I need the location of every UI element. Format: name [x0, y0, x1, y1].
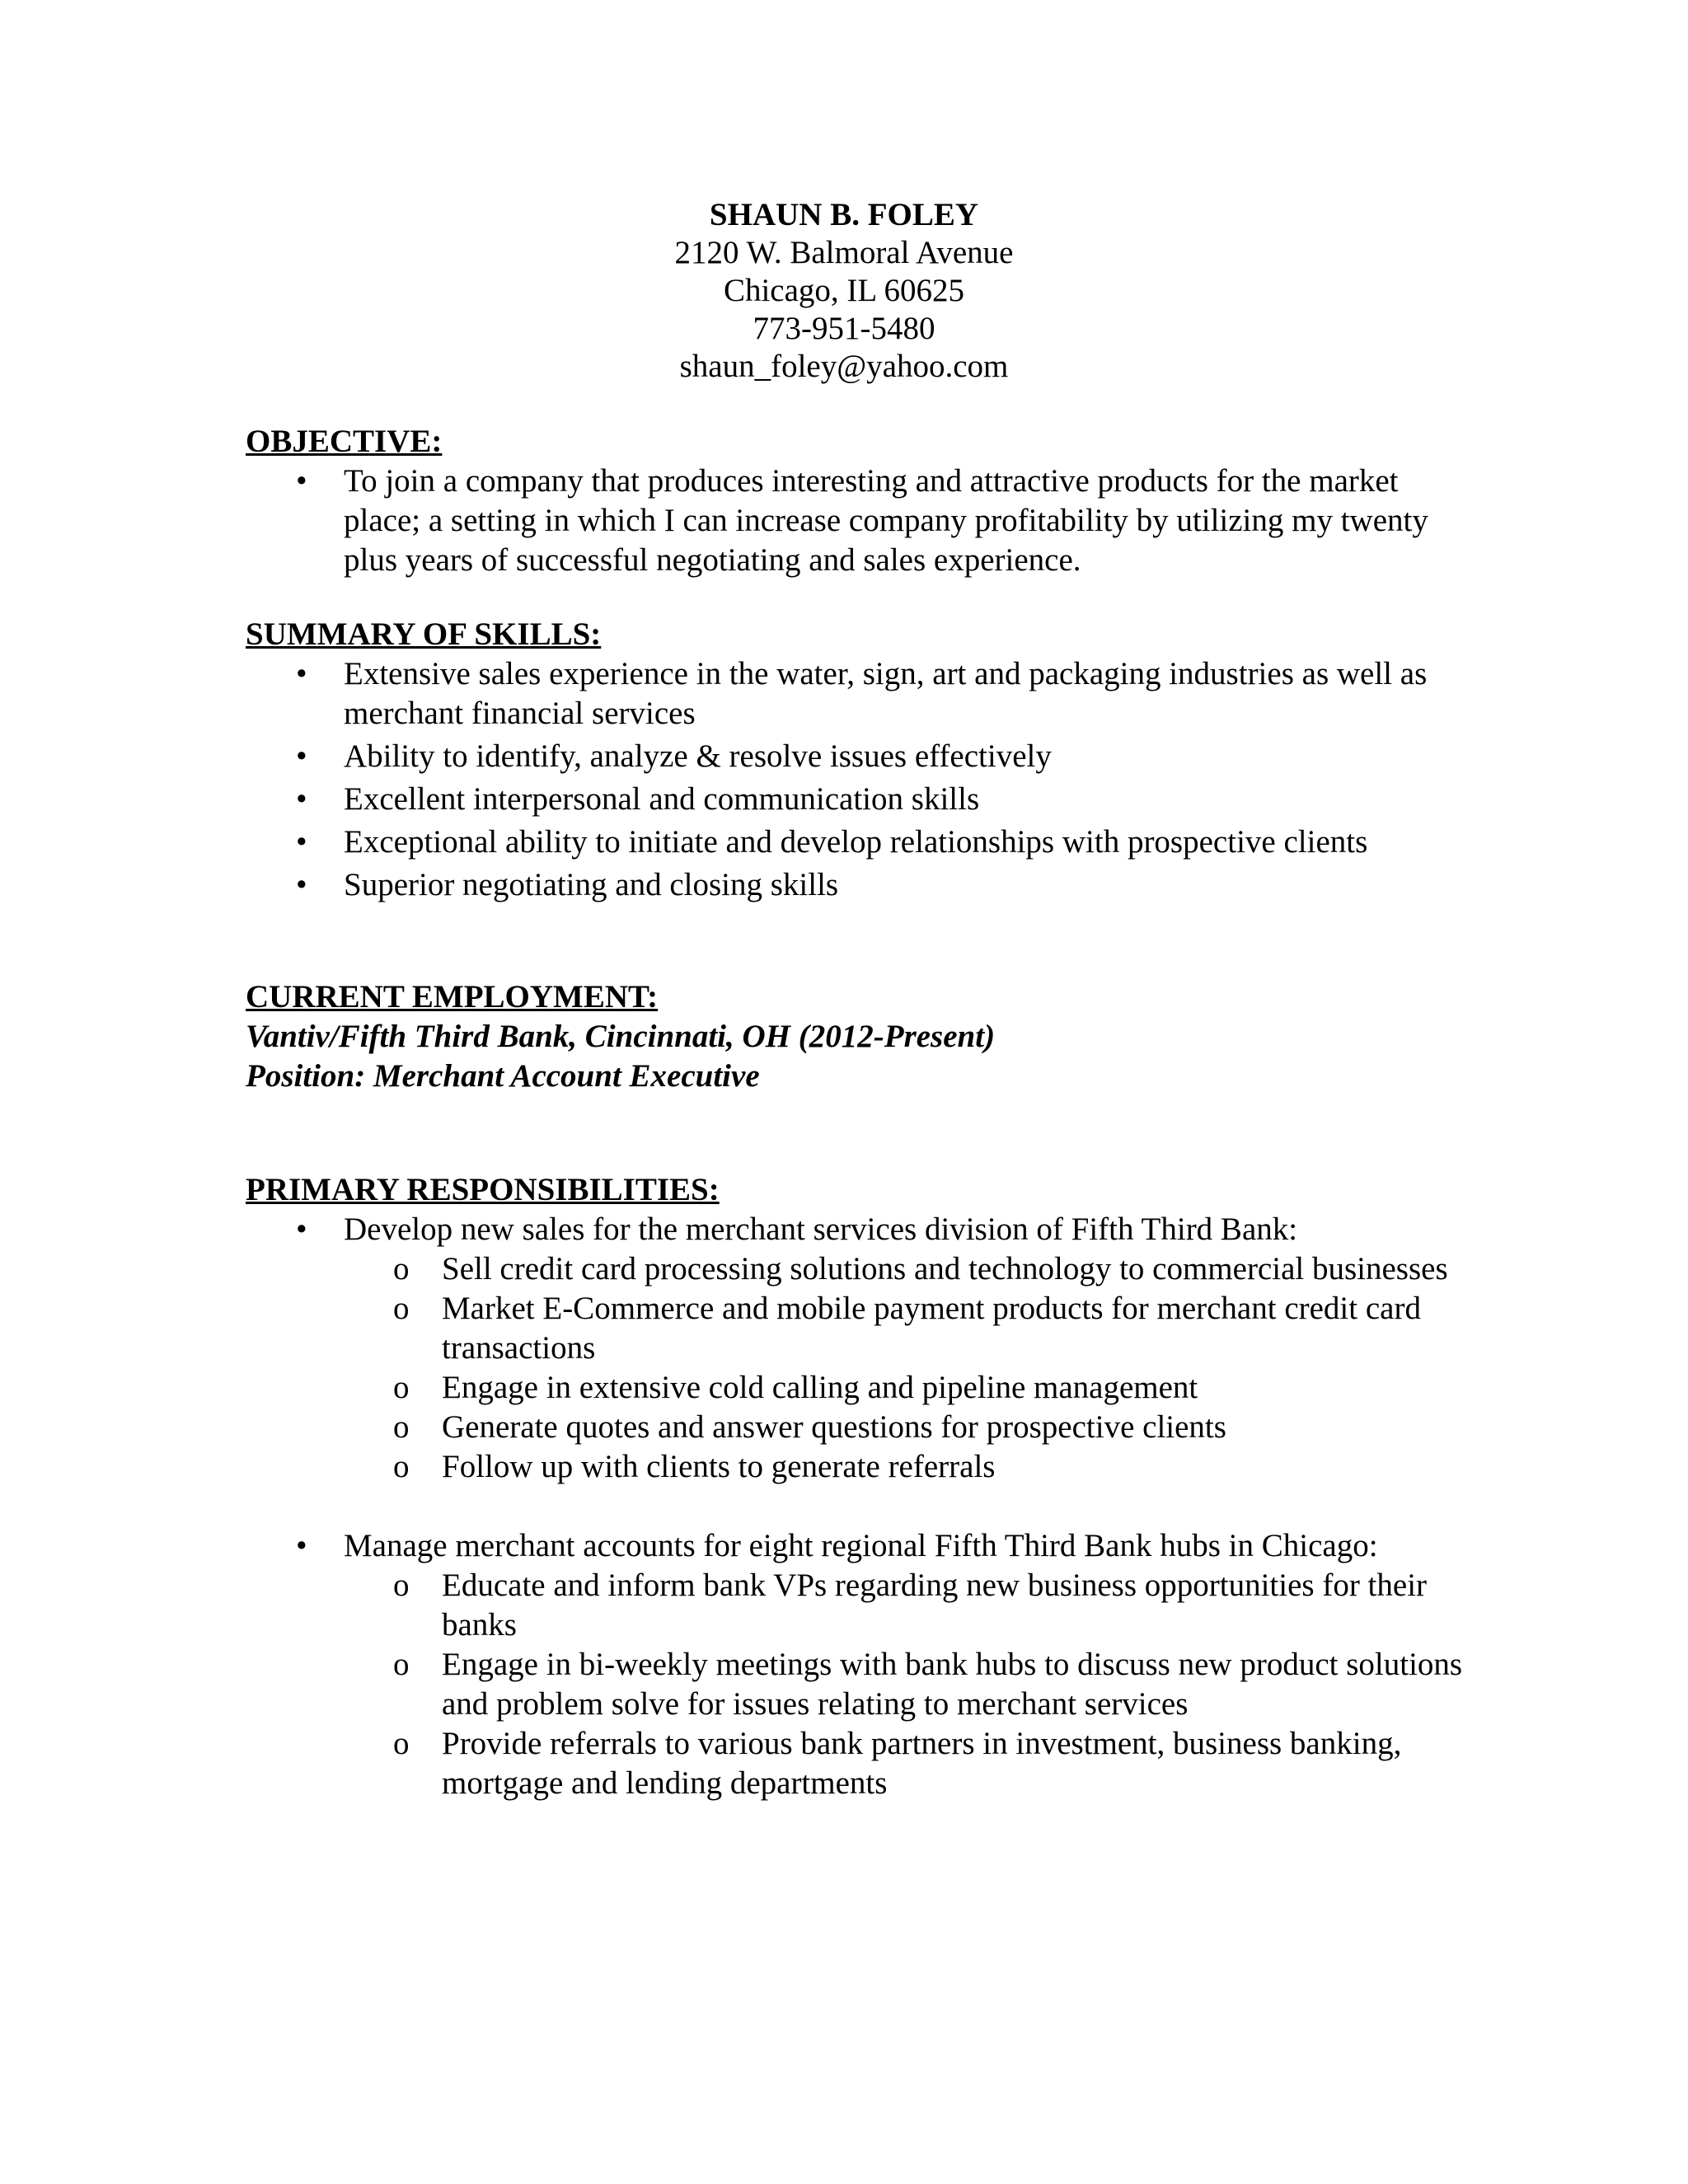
responsibility-text: Follow up with clients to generate referrals [442, 1449, 996, 1484]
skill-text: Superior negotiating and closing skills [344, 867, 839, 902]
sub-bullet-icon: o [393, 1409, 410, 1445]
sub-list-item [344, 1408, 1465, 1447]
list-item [246, 865, 1465, 905]
skills-list [246, 654, 1465, 905]
sub-list-item [344, 1447, 1465, 1487]
sub-list-item [344, 1724, 1465, 1803]
list-item [246, 780, 1465, 819]
objective-text: To join a company that produces interesting and attractive products for the market place; a setting in which I can increase company profitability by utilizing my twenty plus years of successful negotiating and sales experience. [344, 463, 1428, 578]
sub-bullet-icon: o [393, 1647, 410, 1682]
employment-section [246, 977, 1465, 1096]
email-address: shaun_foley@yahoo.com [679, 349, 1009, 384]
responsibility-text: Engage in extensive cold calling and pipeline management [442, 1370, 1198, 1405]
sub-list [344, 1566, 1465, 1803]
city-state-zip: Chicago, IL 60625 [723, 273, 965, 308]
sub-bullet-icon: o [393, 1726, 410, 1761]
responsibilities-heading: PRIMARY RESPONSIBILITIES: [246, 1172, 720, 1207]
skill-text: Extensive sales experience in the water, sign, art and packaging industries as well as merchant financial services [344, 656, 1428, 731]
bullet-icon: • [296, 867, 307, 902]
bullet-icon: • [296, 1212, 307, 1247]
responsibility-text: Provide referrals to various bank partners in investment, business banking, mortgage and lending departments [442, 1726, 1402, 1801]
responsibility-group-label: Develop new sales for the merchant services division of Fifth Third Bank: [344, 1212, 1298, 1247]
sub-list-item [344, 1249, 1465, 1289]
skill-text: Exceptional ability to initiate and develop relationships with prospective clients [344, 824, 1368, 860]
responsibility-text: Market E-Commerce and mobile payment products for merchant credit card transactions [442, 1291, 1421, 1366]
skill-text: Excellent interpersonal and communication skills [344, 781, 980, 817]
sub-bullet-icon: o [393, 1251, 410, 1286]
sub-list-item [344, 1566, 1465, 1645]
bullet-icon: • [296, 738, 307, 774]
list-item [246, 823, 1465, 862]
skills-section [246, 615, 1465, 908]
bullet-icon: • [296, 656, 307, 691]
list-item [246, 1210, 1465, 1487]
list-item [246, 737, 1465, 776]
bullet-icon: • [296, 781, 307, 817]
sub-list-item [344, 1645, 1465, 1724]
employer-line: Vantiv/Fifth Third Bank, Cincinnati, OH (2012-Present) [246, 1019, 996, 1054]
sub-bullet-icon: o [393, 1449, 410, 1484]
employment-heading: CURRENT EMPLOYMENT: [246, 979, 659, 1015]
responsibilities-section [246, 1170, 1465, 1803]
bullet-icon: • [296, 463, 307, 499]
sub-list-item [344, 1368, 1465, 1408]
sub-bullet-icon: o [393, 1568, 410, 1603]
skills-heading: SUMMARY OF SKILLS: [246, 616, 602, 652]
responsibility-group-label: Manage merchant accounts for eight regional Fifth Third Bank hubs in Chicago: [344, 1528, 1378, 1563]
objective-list [246, 462, 1465, 580]
objective-section [246, 422, 1465, 580]
sub-list-item [344, 1289, 1465, 1368]
bullet-icon: • [296, 824, 307, 860]
position-line: Position: Merchant Account Executive [246, 1058, 760, 1094]
bullet-icon: • [296, 1528, 307, 1563]
applicant-name: SHAUN B. FOLEY [709, 197, 979, 232]
list-item [246, 654, 1465, 733]
list-item [246, 462, 1465, 580]
contact-header [0, 196, 1688, 386]
responsibilities-list [246, 1210, 1465, 1803]
phone-number: 773-951-5480 [753, 311, 935, 346]
street-address: 2120 W. Balmoral Avenue [674, 235, 1014, 270]
skill-text: Ability to identify, analyze & resolve issues effectively [344, 738, 1052, 774]
responsibility-text: Sell credit card processing solutions and technology to commercial businesses [442, 1251, 1448, 1286]
sub-bullet-icon: o [393, 1370, 410, 1405]
list-item [246, 1526, 1465, 1803]
sub-list [344, 1249, 1465, 1487]
responsibility-text: Educate and inform bank VPs regarding new business opportunities for their banks [442, 1568, 1428, 1643]
sub-bullet-icon: o [393, 1291, 410, 1326]
responsibility-text: Engage in bi-weekly meetings with bank hubs to discuss new product solutions and problem solve for issues relating to merchant services [442, 1647, 1463, 1722]
responsibility-text: Generate quotes and answer questions for prospective clients [442, 1409, 1226, 1445]
objective-heading: OBJECTIVE: [246, 424, 443, 459]
